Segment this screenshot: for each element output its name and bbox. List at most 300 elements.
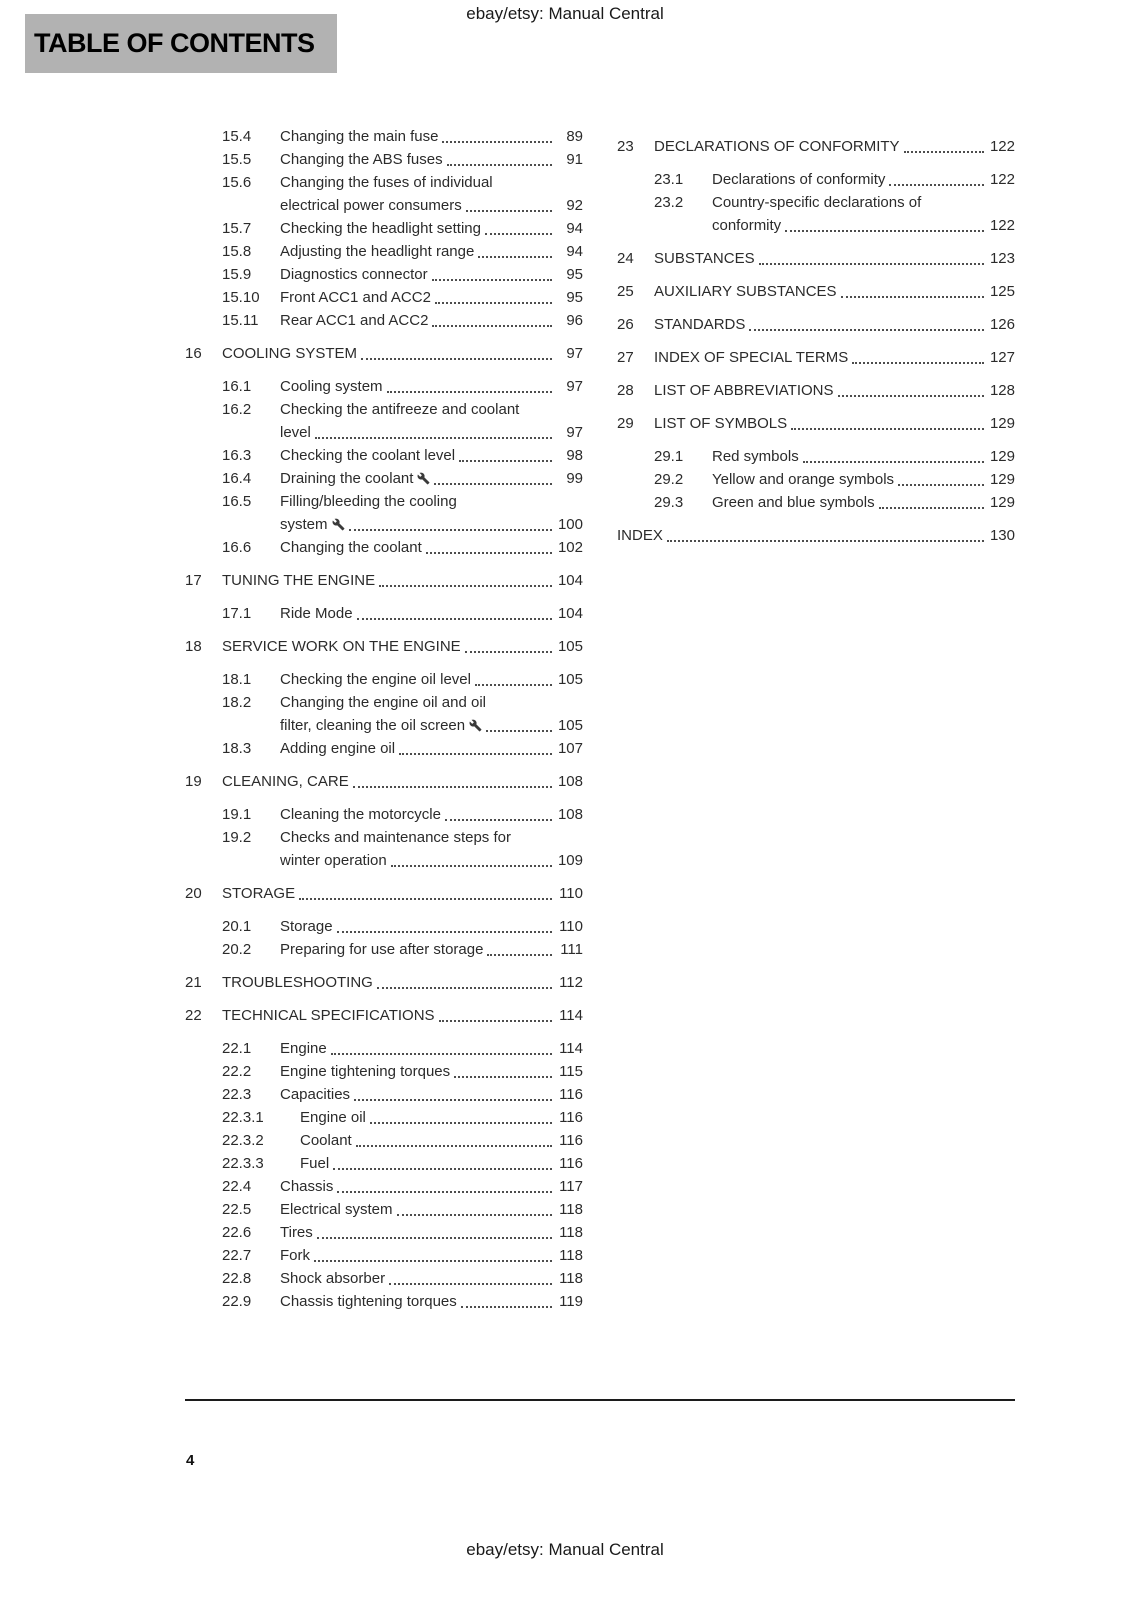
toc-entry-row: [185, 125, 583, 148]
toc-dot-leader: [432, 309, 552, 327]
toc-entry-number: 15.4: [222, 128, 252, 145]
toc-entry-body: [280, 602, 583, 625]
toc-entry-number: 22.6: [222, 1224, 252, 1241]
toc-entry-body: [280, 125, 583, 148]
toc-entry-page-number: 109: [557, 852, 583, 869]
toc-chapter-row: [617, 524, 1015, 547]
toc-entry-title: conformity: [712, 217, 782, 234]
toc-entry-body: [280, 309, 583, 332]
wrench-icon: [332, 518, 345, 531]
toc-entry-title: Red symbols: [712, 448, 799, 465]
toc-entry-number: 15.6: [222, 174, 252, 191]
toc-entry-row: [185, 826, 583, 872]
toc-dot-leader: [475, 668, 552, 686]
title-box: [25, 14, 337, 73]
toc-entry-row: [185, 398, 583, 444]
toc-entry-page-number: 114: [559, 1040, 583, 1057]
toc-dot-leader: [314, 1244, 552, 1262]
toc-entry-title: Chassis tightening torques: [280, 1293, 457, 1310]
toc-chapter-row: [185, 635, 583, 658]
toc-dot-leader: [486, 714, 552, 732]
toc-entry-body: [222, 882, 583, 905]
toc-dot-leader: [354, 1083, 552, 1101]
toc-entry-page-number: 110: [559, 885, 583, 902]
toc-entry-title: CLEANING, CARE: [222, 773, 349, 790]
toc-entry-last-line: [280, 1037, 583, 1060]
toc-entry-number: 16.6: [222, 539, 252, 556]
toc-dot-leader: [904, 135, 984, 153]
toc-entry-title: TUNING THE ENGINE: [222, 572, 376, 589]
toc-entry-title: INDEX: [617, 527, 663, 544]
toc-entry-number: 17.1: [222, 605, 252, 622]
toc-chapter-row: [185, 569, 583, 592]
toc-dot-leader: [361, 342, 552, 360]
toc-entry-body: [300, 1129, 583, 1152]
toc-entry-number: 16: [185, 345, 202, 362]
toc-chapter-row: [185, 342, 583, 365]
toc-entry-title-line: Changing the engine oil and oil: [280, 694, 486, 711]
toc-dot-leader: [478, 240, 552, 258]
toc-entry-title: Yellow and orange symbols: [712, 471, 895, 488]
toc-entry-number: 23.1: [654, 171, 684, 188]
toc-entry-body: [280, 803, 583, 826]
toc-entry-page-number: 123: [989, 250, 1015, 267]
toc-entry-page-number: 122: [989, 138, 1015, 155]
toc-entry-last-line: [654, 135, 1015, 158]
toc-entry-number: 26: [617, 316, 634, 333]
toc-entry-page-number: 107: [557, 740, 583, 757]
toc-entry-page-number: 91: [566, 151, 583, 168]
toc-entry-last-line: [280, 915, 583, 938]
toc-entry-last-line: [712, 468, 1015, 491]
toc-entry-row: [185, 171, 583, 217]
table-of-contents: [185, 125, 1015, 1313]
toc-entry-title-line: Checks and maintenance steps for: [280, 829, 511, 846]
toc-entry-title: Preparing for use after storage: [280, 941, 484, 958]
toc-entry-row: [185, 1129, 583, 1152]
toc-entry-row: [617, 168, 1015, 191]
toc-entry-title-line: Country-specific declarations of: [712, 194, 922, 211]
toc-entry-page-number: 96: [566, 312, 583, 329]
toc-entry-last-line: [222, 342, 583, 365]
toc-entry-body: [280, 1198, 583, 1221]
toc-entry-title: filter, cleaning the oil screen: [280, 717, 466, 734]
toc-column-left: [185, 125, 583, 1313]
toc-entry-number: 22.3.3: [222, 1155, 264, 1172]
toc-entry-number: 22.1: [222, 1040, 252, 1057]
toc-entry-title: SERVICE WORK ON THE ENGINE: [222, 638, 461, 655]
toc-entry-body: [280, 938, 583, 961]
toc-entry-row: [185, 1037, 583, 1060]
toc-dot-leader: [434, 467, 552, 485]
toc-entry-body: [280, 263, 583, 286]
toc-entry-row: [185, 240, 583, 263]
toc-entry-row: [185, 1198, 583, 1221]
toc-entry-body: [280, 286, 583, 309]
toc-entry-number: 29.2: [654, 471, 684, 488]
toc-entry-body: [280, 467, 583, 490]
toc-entry-number: 29.1: [654, 448, 684, 465]
toc-entry-page-number: 111: [560, 941, 583, 958]
toc-entry-row: [185, 668, 583, 691]
toc-entry-body: [280, 826, 583, 872]
toc-chapter-row: [617, 379, 1015, 402]
toc-entry-number: 23.2: [654, 194, 684, 211]
toc-entry-number: 22.3: [222, 1086, 252, 1103]
footer-title: ebay/etsy: Manual Central: [466, 1540, 664, 1559]
toc-entry-page-number: 105: [557, 638, 583, 655]
toc-entry-last-line: [280, 602, 583, 625]
toc-entry-body: [280, 240, 583, 263]
toc-entry-row: [185, 375, 583, 398]
toc-dot-leader: [759, 247, 984, 265]
toc-entry-number: 19: [185, 773, 202, 790]
toc-entry-title: Fork: [280, 1247, 310, 1264]
toc-entry-body: [222, 770, 583, 793]
toc-entry-number: 21: [185, 974, 202, 991]
toc-entry-last-line: [222, 569, 583, 592]
toc-dot-leader: [466, 194, 552, 212]
toc-dot-leader: [379, 569, 552, 587]
toc-entry-title: Tires: [280, 1224, 313, 1241]
toc-entry-page-number: 105: [557, 671, 583, 688]
toc-entry-row: [185, 938, 583, 961]
toc-entry-page-number: 122: [989, 217, 1015, 234]
toc-entry-body: [280, 1267, 583, 1290]
toc-entry-page-number: 116: [559, 1155, 583, 1172]
toc-entry-last-line: [280, 375, 583, 398]
toc-entry-page-number: 97: [566, 345, 583, 362]
toc-entry-title: Engine: [280, 1040, 327, 1057]
toc-entry-title: Shock absorber: [280, 1270, 386, 1287]
toc-entry-body: [280, 398, 583, 444]
toc-dot-leader: [803, 445, 984, 463]
toc-entry-last-line: [280, 309, 583, 332]
toc-dot-leader: [337, 1175, 552, 1193]
toc-entry-last-line: [280, 194, 583, 217]
toc-entry-body: [280, 915, 583, 938]
toc-entry-page-number: 108: [557, 806, 583, 823]
toc-entry-number: 16.4: [222, 470, 252, 487]
toc-entry-row: [185, 217, 583, 240]
toc-entry-last-line: [222, 635, 583, 658]
toc-entry-title: Coolant: [300, 1132, 352, 1149]
toc-entry-last-line: [222, 770, 583, 793]
toc-entry-body: [280, 1244, 583, 1267]
toc-entry-body: [654, 247, 1015, 270]
toc-entry-body: [280, 148, 583, 171]
toc-entry-number: 23: [617, 138, 634, 155]
toc-entry-last-line: [280, 803, 583, 826]
toc-entry-title: Electrical system: [280, 1201, 393, 1218]
toc-entry-title: DECLARATIONS OF CONFORMITY: [654, 138, 900, 155]
toc-entry-page-number: 118: [559, 1201, 583, 1218]
toc-entry-page-number: 95: [566, 266, 583, 283]
toc-entry-row: [185, 490, 583, 536]
toc-entry-body: [712, 445, 1015, 468]
toc-entry-page-number: 118: [559, 1270, 583, 1287]
toc-entry-page-number: 102: [557, 539, 583, 556]
toc-entry-last-line: [280, 286, 583, 309]
toc-entry-row: [185, 691, 583, 737]
toc-entry-row: [185, 602, 583, 625]
toc-entry-body: [280, 668, 583, 691]
toc-dot-leader: [426, 536, 552, 554]
toc-entry-number: 19.1: [222, 806, 252, 823]
toc-entry-page-number: 115: [559, 1063, 583, 1080]
toc-entry-last-line: [654, 379, 1015, 402]
toc-entry-row: [185, 444, 583, 467]
toc-dot-leader: [353, 770, 552, 788]
toc-entry-last-line: [280, 536, 583, 559]
toc-entry-number: 17: [185, 572, 202, 589]
toc-entry-body: [280, 217, 583, 240]
toc-entry-page-number: 122: [989, 171, 1015, 188]
toc-dot-leader: [299, 882, 552, 900]
toc-entry-body: [712, 191, 1015, 237]
toc-entry-last-line: [654, 346, 1015, 369]
toc-entry-body: [654, 346, 1015, 369]
toc-entry-title: Engine oil: [300, 1109, 366, 1126]
toc-dot-leader: [445, 803, 552, 821]
toc-entry-body: [280, 1221, 583, 1244]
toc-entry-title: TROUBLESHOOTING: [222, 974, 373, 991]
toc-entry-number: 29.3: [654, 494, 684, 511]
toc-entry-last-line: [280, 148, 583, 171]
toc-entry-last-line: [222, 1004, 583, 1027]
toc-entry-title: Cleaning the motorcycle: [280, 806, 441, 823]
toc-entry-title: Changing the ABS fuses: [280, 151, 443, 168]
toc-entry-row: [185, 263, 583, 286]
toc-dot-leader: [667, 524, 984, 542]
toc-dot-leader: [749, 313, 984, 331]
toc-entry-last-line: [222, 971, 583, 994]
toc-entry-title: Chassis: [280, 1178, 334, 1195]
toc-chapter-row: [185, 971, 583, 994]
toc-entry-number: 22.9: [222, 1293, 252, 1310]
toc-entry-page-number: 108: [557, 773, 583, 790]
page-number: 4: [186, 1452, 195, 1469]
toc-dot-leader: [791, 412, 984, 430]
toc-entry-number: 16.1: [222, 378, 252, 395]
toc-entry-row: [185, 1244, 583, 1267]
toc-entry-title: level: [280, 424, 311, 441]
toc-entry-number: 22.3.2: [222, 1132, 264, 1149]
toc-chapter-row: [617, 247, 1015, 270]
toc-dot-leader: [454, 1060, 552, 1078]
toc-entry-row: [185, 1221, 583, 1244]
toc-dot-leader: [465, 635, 552, 653]
toc-dot-leader: [879, 491, 984, 509]
toc-dot-leader: [889, 168, 984, 186]
toc-entry-page-number: 100: [557, 516, 583, 533]
toc-dot-leader: [391, 849, 552, 867]
toc-entry-row: [185, 286, 583, 309]
toc-entry-last-line: [280, 240, 583, 263]
toc-entry-page-number: 116: [559, 1109, 583, 1126]
toc-entry-last-line: [280, 849, 583, 872]
toc-dot-leader: [485, 217, 552, 235]
toc-entry-last-line: [280, 1244, 583, 1267]
toc-entry-title: Cooling system: [280, 378, 383, 395]
toc-entry-last-line: [712, 168, 1015, 191]
wrench-icon: [469, 719, 482, 732]
toc-entry-body: [654, 412, 1015, 435]
wrench-icon: [417, 472, 430, 485]
toc-entry-number: 20: [185, 885, 202, 902]
toc-chapter-row: [617, 346, 1015, 369]
toc-entry-title: Changing the coolant: [280, 539, 422, 556]
toc-entry-title: Adjusting the headlight range: [280, 243, 475, 260]
toc-entry-last-line: [654, 247, 1015, 270]
toc-entry-page-number: 98: [566, 447, 583, 464]
toc-dot-leader: [898, 468, 984, 486]
toc-entry-last-line: [280, 125, 583, 148]
toc-entry-body: [654, 135, 1015, 158]
toc-entry-title: Declarations of conformity: [712, 171, 886, 188]
toc-entry-body: [712, 468, 1015, 491]
toc-dot-leader: [370, 1106, 552, 1124]
toc-entry-body: [280, 1060, 583, 1083]
toc-entry-body: [280, 490, 583, 536]
toc-entry-last-line: [280, 1198, 583, 1221]
toc-entry-page-number: 130: [989, 527, 1015, 544]
toc-entry-title: Engine tightening torques: [280, 1063, 451, 1080]
toc-entry-title: Diagnostics connector: [280, 266, 428, 283]
toc-entry-row: [185, 1152, 583, 1175]
toc-entry-body: [280, 1037, 583, 1060]
toc-dot-leader: [317, 1221, 552, 1239]
toc-entry-title: Front ACC1 and ACC2: [280, 289, 431, 306]
toc-entry-body: [712, 168, 1015, 191]
toc-entry-title: system: [280, 516, 328, 533]
toc-dot-leader: [461, 1290, 552, 1308]
toc-dot-leader: [487, 938, 552, 956]
toc-entry-page-number: 112: [559, 974, 583, 991]
toc-entry-body: [300, 1106, 583, 1129]
toc-entry-page-number: 110: [559, 918, 583, 935]
toc-dot-leader: [432, 263, 552, 281]
toc-entry-number: 15.7: [222, 220, 252, 237]
toc-entry-page-number: 129: [989, 494, 1015, 511]
toc-entry-number: 15.10: [222, 289, 260, 306]
toc-entry-number: 15.5: [222, 151, 252, 168]
toc-entry-number: 16.5: [222, 493, 252, 510]
toc-entry-body: [280, 737, 583, 760]
toc-chapter-row: [185, 882, 583, 905]
toc-entry-last-line: [280, 1083, 583, 1106]
toc-entry-body: [222, 569, 583, 592]
toc-dot-leader: [838, 379, 985, 397]
toc-entry-last-line: [280, 1290, 583, 1313]
toc-entry-page-number: 128: [989, 382, 1015, 399]
toc-entry-number: 28: [617, 382, 634, 399]
toc-entry-number: 29: [617, 415, 634, 432]
toc-entry-body: [222, 971, 583, 994]
toc-entry-page-number: 95: [566, 289, 583, 306]
toc-dot-leader: [399, 737, 552, 755]
toc-entry-title: LIST OF SYMBOLS: [654, 415, 788, 432]
toc-entry-page-number: 94: [566, 220, 583, 237]
toc-entry-number: 16.3: [222, 447, 252, 464]
toc-entry-last-line: [280, 467, 583, 490]
toc-entry-number: 18.2: [222, 694, 252, 711]
toc-entry-last-line: [300, 1129, 583, 1152]
toc-entry-body: [280, 171, 583, 217]
toc-entry-row: [617, 491, 1015, 514]
toc-entry-title: COOLING SYSTEM: [222, 345, 358, 362]
toc-entry-title: Adding engine oil: [280, 740, 396, 757]
toc-entry-title-line: Filling/bleeding the cooling: [280, 493, 457, 510]
toc-entry-body: [222, 342, 583, 365]
toc-entry-row: [185, 1106, 583, 1129]
toc-entry-last-line: [712, 445, 1015, 468]
toc-entry-page-number: 105: [557, 717, 583, 734]
toc-entry-body: [280, 444, 583, 467]
toc-entry-page-number: 114: [559, 1007, 583, 1024]
toc-dot-leader: [333, 1152, 552, 1170]
toc-entry-title: Checking the coolant level: [280, 447, 456, 464]
toc-entry-number: 22.8: [222, 1270, 252, 1287]
toc-entry-title: TECHNICAL SPECIFICATIONS: [222, 1007, 435, 1024]
toc-entry-last-line: [280, 938, 583, 961]
toc-entry-page-number: 116: [559, 1132, 583, 1149]
toc-entry-body: [654, 280, 1015, 303]
toc-entry-title: Checking the engine oil level: [280, 671, 471, 688]
toc-dot-leader: [349, 513, 552, 531]
toc-entry-number: 22.7: [222, 1247, 252, 1264]
toc-entry-last-line: [280, 444, 583, 467]
toc-entry-number: 24: [617, 250, 634, 267]
toc-entry-number: 27: [617, 349, 634, 366]
toc-entry-last-line: [617, 524, 1015, 547]
toc-entry-number: 20.2: [222, 941, 252, 958]
toc-entry-last-line: [280, 217, 583, 240]
toc-entry-body: [280, 1083, 583, 1106]
toc-dot-leader: [387, 375, 552, 393]
toc-entry-last-line: [280, 1060, 583, 1083]
toc-column-right: [617, 125, 1015, 1313]
toc-entry-body: [280, 1175, 583, 1198]
toc-entry-last-line: [280, 421, 583, 444]
toc-entry-body: [300, 1152, 583, 1175]
toc-entry-number: 15.8: [222, 243, 252, 260]
toc-dot-leader: [397, 1198, 552, 1216]
toc-entry-title: Draining the coolant: [280, 470, 414, 487]
toc-entry-page-number: 129: [989, 448, 1015, 465]
toc-entry-title: Changing the main fuse: [280, 128, 439, 145]
toc-entry-row: [617, 445, 1015, 468]
toc-dot-leader: [435, 286, 552, 304]
toc-entry-title: Storage: [280, 918, 333, 935]
toc-dot-leader: [337, 915, 552, 933]
toc-entry-row: [185, 309, 583, 332]
toc-entry-row: [185, 536, 583, 559]
toc-entry-body: [280, 1290, 583, 1313]
toc-entry-page-number: 97: [566, 424, 583, 441]
toc-dot-leader: [377, 971, 552, 989]
toc-entry-row: [617, 191, 1015, 237]
toc-entry-title: STANDARDS: [654, 316, 746, 333]
footer-rule: [185, 1399, 1015, 1401]
toc-entry-title-line: Checking the antifreeze and coolant: [280, 401, 520, 418]
toc-entry-last-line: [280, 513, 583, 536]
toc-entry-number: 15.9: [222, 266, 252, 283]
toc-entry-title: INDEX OF SPECIAL TERMS: [654, 349, 849, 366]
toc-entry-page-number: 104: [557, 572, 583, 589]
toc-entry-last-line: [300, 1152, 583, 1175]
toc-dot-leader: [389, 1267, 552, 1285]
